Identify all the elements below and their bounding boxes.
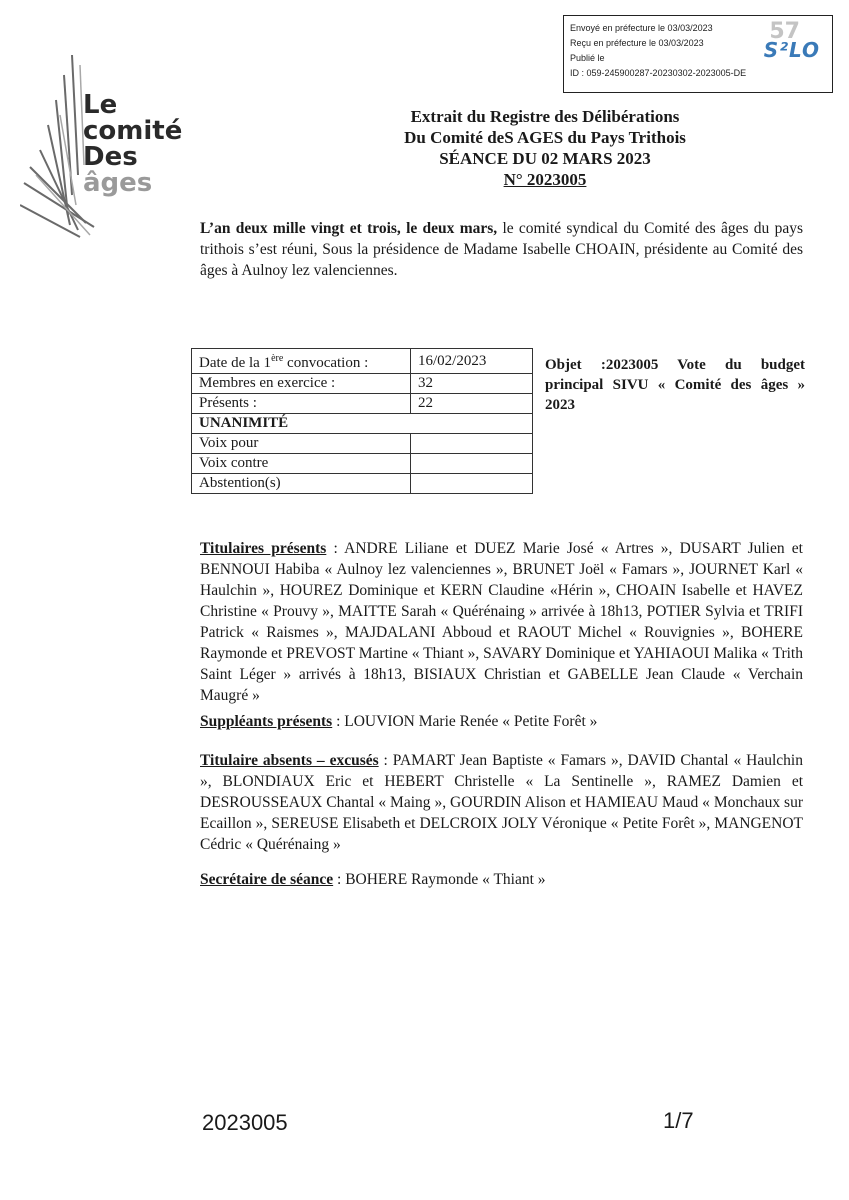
- absents-text: : PAMART Jean Baptiste « Famars », DAVID Chantal « Haulchin », BLONDIAUX Eric et HEBERT Christelle « La Sentinelle », RAMEZ Damien et DESROUSSEAUX Chantal « Maing », GOURDIN Alison et HAMIEAU Maud « Monchaux sur Ecaillon », SEREUSE Elisabeth et DELCROIX JOLY Véronique « Petite Forêt », MANGENOT Cédric « Quérénaing »: [200, 752, 803, 853]
- logo-line-1: Le: [83, 90, 118, 120]
- footer-number: 2023005: [202, 1110, 288, 1135]
- absents-block: [200, 750, 803, 855]
- against-label: Voix contre: [192, 454, 411, 474]
- suppleants-block: [200, 711, 803, 732]
- document-header: [330, 106, 760, 190]
- logo-line-3: Des: [83, 142, 138, 172]
- suppleants-label: Suppléants présents: [200, 713, 333, 730]
- absents-label: Titulaire absents – excusés: [200, 752, 379, 769]
- stamp-id: ID : 059-245900287-20230302-2023005-DE: [570, 68, 747, 78]
- objet-text: Objet :2023005 Vote du budget principal SIVU « Comité des âges » 2023: [545, 357, 805, 413]
- present-value: 22: [411, 394, 533, 414]
- secretaire-text: : BOHERE Raymonde « Thiant »: [333, 871, 546, 888]
- header-line-2: Du Comité deS AGES du Pays Trithois: [404, 128, 686, 147]
- stamp-published: Publié le: [570, 53, 605, 63]
- secretaire-block: [200, 869, 803, 890]
- table-row: [192, 454, 533, 474]
- abstention-label: Abstention(s): [192, 474, 411, 494]
- suppleants-text: : LOUVION Marie Renée « Petite Forêt »: [332, 713, 598, 730]
- against-value: [411, 454, 533, 474]
- unanimity-label: UNANIMITÉ: [192, 414, 533, 434]
- logo-line-2: comité: [83, 116, 183, 146]
- s2low-logo: S²LO: [763, 38, 820, 62]
- table-row: [192, 434, 533, 454]
- intro-bold: L’an deux mille vingt et trois, le deux mars,: [200, 220, 498, 237]
- intro-text: le comité syndical du Comité des âges du pays trithois s’est réuni, Sous la présidence de Madame Isabelle CHOAIN, présidente au Comité des âges à Aulnoy lez valenciennes.: [200, 220, 803, 279]
- header-line-3: SÉANCE DU 02 MARS 2023: [439, 149, 651, 168]
- stamp-sent: Envoyé en préfecture le 03/03/2023: [570, 23, 713, 33]
- table-row: [192, 474, 533, 494]
- titulaires-label: Titulaires présents: [200, 540, 327, 557]
- abstention-value: [411, 474, 533, 494]
- present-label: Présents :: [192, 394, 411, 414]
- logo-line-4: âges: [83, 168, 153, 198]
- date-label: Date de la 1ère convocation :: [192, 349, 411, 374]
- table-row: [192, 414, 533, 434]
- members-label: Membres en exercice :: [192, 374, 411, 394]
- table-row: [192, 349, 533, 374]
- intro-paragraph: [200, 218, 803, 281]
- for-label: Voix pour: [192, 434, 411, 454]
- stamp-number: 57: [769, 19, 800, 44]
- members-value: 32: [411, 374, 533, 394]
- titulaires-text: : ANDRE Liliane et DUEZ Marie José « Artres », DUSART Julien et BENNOUI Habiba « Aulnoy lez valenciennes », BRUNET Joël « Famars », JOURNET Karl « Haulchin », HOUREZ Dominique et KERN Claudine «Hérin », CHOAIN Isabelle et HAVEZ Christine « Prouvy », MAITTE Sarah « Quérénaing » arrivée à 18h13, POTIER Sylvia et TRIFI Patrick « Raismes », MAJDALANI Abboud et RAOUT Michel « Rouvignies », BOHERE Raymonde et PREVOST Martine « Thiant », SAVARY Dominique et YAHIAOUI Malika « Trith Saint Léger » arrivés à 18h13, BISIAUX Christian et GABELLE Jean Claude « Verchain Maugré »: [200, 540, 803, 704]
- secretaire-label: Secrétaire de séance: [200, 871, 334, 888]
- table-row: [192, 374, 533, 394]
- page-number: 1/7: [663, 1108, 694, 1133]
- header-line-1: Extrait du Registre des Délibérations: [410, 107, 680, 126]
- date-value: 16/02/2023: [411, 349, 533, 374]
- prefecture-stamp: [563, 15, 833, 93]
- table-row: [192, 394, 533, 414]
- logo-text: [83, 92, 182, 196]
- for-value: [411, 434, 533, 454]
- convocation-table: [191, 348, 533, 494]
- titulaires-block: [200, 538, 803, 706]
- stamp-received: Reçu en préfecture le 03/03/2023: [570, 38, 704, 48]
- deliberation-number: N° 2023005: [503, 170, 587, 189]
